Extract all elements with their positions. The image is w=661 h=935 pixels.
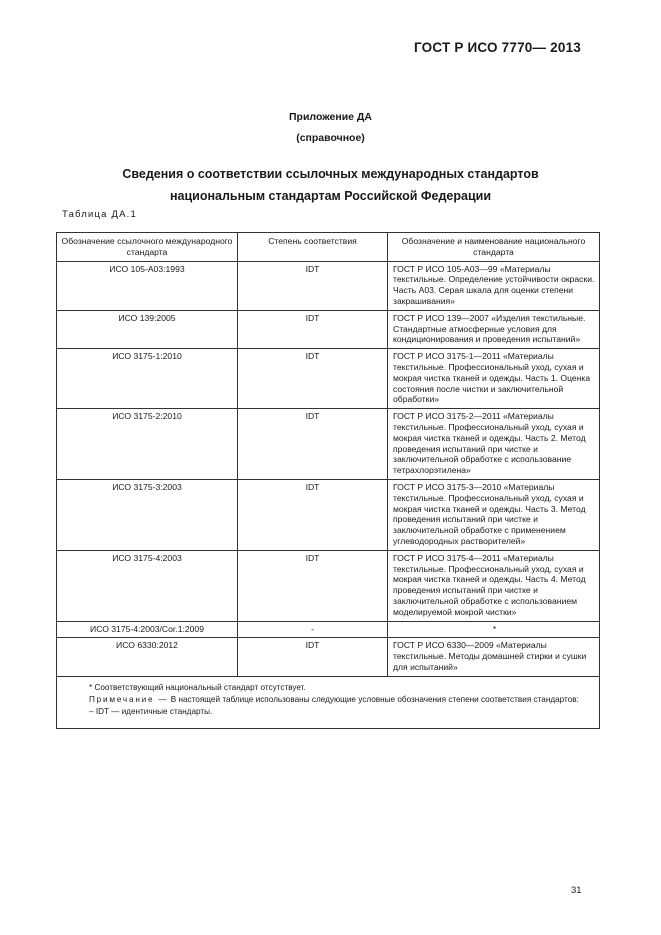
table-row (57, 638, 600, 676)
table-notes-cell (57, 676, 600, 728)
table-label: Таблица ДА.1 (62, 209, 137, 220)
table-header-row (57, 233, 600, 262)
table-row (57, 261, 600, 310)
page-number: 31 (571, 885, 582, 896)
national-standard-cell: ГОСТ Р ИСО 6330—2009 «Материалы текстильные. Методы домашней стирки и сушки для испытаний» (388, 638, 600, 676)
degree-cell: IDT (238, 310, 388, 348)
table-row (57, 479, 600, 550)
note-label: Примечание — (89, 694, 169, 704)
note-text: В настоящей таблице использованы следующие условные обозначения степени соответствия стандартов: (168, 694, 579, 704)
intl-standard-cell: ИСО 3175-4:2003 (57, 550, 238, 621)
table-row (57, 550, 600, 621)
standard-code: ГОСТ Р ИСО 7770— 2013 (413, 40, 581, 55)
national-standard-cell: ГОСТ Р ИСО 3175-2—2011 «Материалы текстильные. Профессиональный уход, сухая и мокрая чистка тканей и одежды. Часть 2. Метод проведения испытаний при чистке и заключительной обработке с использование тетрахлорэтилена» (388, 409, 600, 480)
annex-subtitle: (справочное) (296, 132, 365, 144)
degree-cell: IDT (238, 638, 388, 676)
intl-standard-cell: ИСО 3175-3:2003 (57, 479, 238, 550)
national-standard-cell: ГОСТ Р ИСО 3175-4—2011 «Материалы текстильные. Профессиональный уход, сухая и мокрая чистка тканей и одежды. Часть 4. Метод проведения испытаний при чистке и заключительной обработке с использованием моделируемой мокрой чистки» (388, 550, 600, 621)
degree-cell: IDT (238, 349, 388, 409)
degree-cell: IDT (238, 479, 388, 550)
intl-standard-cell: ИСО 3175-4:2003/Cor.1:2009 (57, 621, 238, 638)
degree-cell: IDT (238, 261, 388, 310)
intl-standard-cell: ИСО 3175-2:2010 (57, 409, 238, 480)
table-footnote: * Соответствующий национальный стандарт отсутствует. (89, 682, 306, 692)
correspondence-table (56, 232, 600, 729)
national-standard-cell: ГОСТ Р ИСО 3175-1—2011 «Материалы текстильные. Профессиональный уход, сухая и мокрая чистка тканей и одежды. Часть 1. Оценка состояния после чистки и заключительной обработки» (388, 349, 600, 409)
annex-heading-line-2: национальным стандартам Российской Федерации (169, 189, 492, 203)
national-standard-cell: * (388, 621, 600, 638)
intl-standard-cell: ИСО 105-А03:1993 (57, 261, 238, 310)
annex-heading-line-1: Сведения о соответствии ссылочных международных стандартов (122, 167, 539, 181)
intl-standard-cell: ИСО 6330:2012 (57, 638, 238, 676)
national-standard-cell: ГОСТ Р ИСО 3175-3—2010 «Материалы текстильные. Профессиональный уход, сухая и мокрая чистка тканей и одежды. Часть 3. Метод проведения испытаний при чистке и заключительной обработке с применением углеводородных растворителей» (388, 479, 600, 550)
national-standard-cell: ГОСТ Р ИСО 105-А03—99 «Материалы текстильные. Определение устойчивости окраски. Часть А03. Серая шкала для оценки степени закрашивания» (388, 261, 600, 310)
degree-cell: IDT (238, 409, 388, 480)
table-row (57, 409, 600, 480)
table-notes-row (57, 676, 600, 728)
intl-standard-cell: ИСО 3175-1:2010 (57, 349, 238, 409)
header-national-standard: Обозначение и наименование национального стандарта (388, 233, 600, 262)
annex-heading (0, 163, 661, 207)
table-row (57, 621, 600, 638)
national-standard-cell: ГОСТ Р ИСО 139—2007 «Изделия текстильные. Стандартные атмосферные условия для кондиционирования и проведения испытаний» (388, 310, 600, 348)
annex-title: Приложение ДА (289, 111, 372, 123)
table-row (57, 310, 600, 348)
degree-cell: - (238, 621, 388, 638)
note-item-idt: – IDT — идентичные стандарты. (89, 706, 213, 716)
table-row (57, 349, 600, 409)
table-note (63, 694, 593, 706)
degree-cell: IDT (238, 550, 388, 621)
intl-standard-cell: ИСО 139:2005 (57, 310, 238, 348)
header-degree-of-correspondence: Степень соответствия (238, 233, 388, 262)
header-international-standard: Обозначение ссылочного международного стандарта (57, 233, 238, 262)
